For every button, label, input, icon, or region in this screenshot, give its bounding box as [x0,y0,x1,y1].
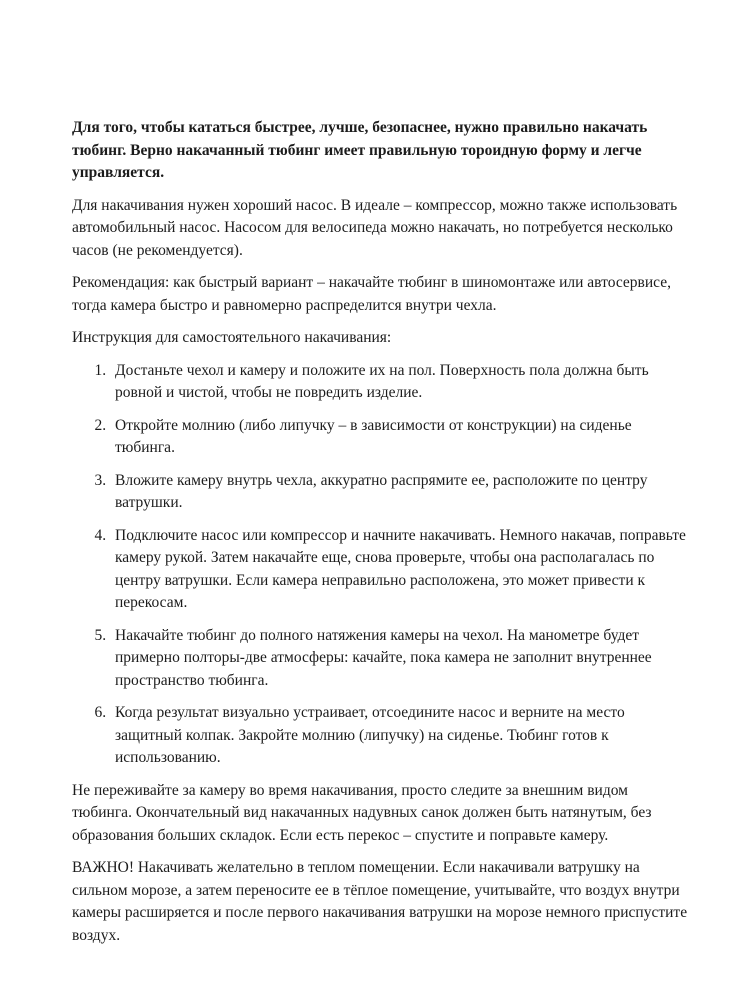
pump-info-paragraph: Для накачивания нужен хороший насос. В идеале – компрессор, можно также использовать автомобильный насос. Насосом для велосипеда можно накачать, но потребуется несколько часов (не рекомендуется). [72,196,678,259]
intro-paragraph: Для того, чтобы кататься быстрее, лучше, безопаснее, нужно правильно накачать тюбинг. Верно накачанный тюбинг имеет правильную тороидную форму и легче управляется. [72,119,648,181]
instructions-heading: Инструкция для самостоятельного накачивания: [72,329,392,346]
important-paragraph: ВАЖНО! Накачивать желательно в теплом помещении. Если накачивали ватрушку на сильном морозе, а затем переносите ее в тёплое помещение, учитывайте, что воздух внутри камеры расширяется и после первого накачивания ватрушки на морозе немного приспустите воздух. [72,859,688,944]
instructions-list [72,360,688,770]
instruction-step-4: 4. Подключите насос или компрессор и начните накачивать. Немного накачав, поправьте камеру рукой. Затем накачайте еще, снова проверьте, чтобы она располагалась по центру ватрушки. Если камера неправильно расположена, это может привести к перекосам. [110,525,688,615]
instruction-step-2: 2. Откройте молнию (либо липучку – в зависимости от конструкции) на сиденье тюбинга. [110,415,688,460]
recommendation-paragraph: Рекомендация: как быстрый вариант – накачайте тюбинг в шиномонтаже или автосервисе, тогда камера быстро и равномерно распределится внутри чехла. [72,274,671,314]
instruction-step-1: 1. Достаньте чехол и камеру и положите их на пол. Поверхность пола должна быть ровной и чистой, чтобы не повредить изделие. [110,360,688,405]
instruction-step-3: 3. Вложите камеру внутрь чехла, аккуратно распрямите ее, расположите по центру ватрушки. [110,470,688,515]
instruction-step-6: 6. Когда результат визуально устраивает, отсоедините насос и верните на место защитный колпак. Закройте молнию (липучку) на сиденье. Тюбинг готов к использованию. [110,702,688,770]
outro-paragraph: Не переживайте за камеру во время накачивания, просто следите за внешним видом тюбинга. Окончательный вид накачанных надувных санок должен быть натянутым, без образования больших складок. Если есть перекос – спустите и поправьте камеру. [72,781,652,844]
instruction-step-5: 5. Накачайте тюбинг до полного натяжения камеры на чехол. На манометре будет примерно полторы-две атмосферы: качайте, пока камера не заполнит внутреннее пространство тюбинга. [110,625,688,693]
